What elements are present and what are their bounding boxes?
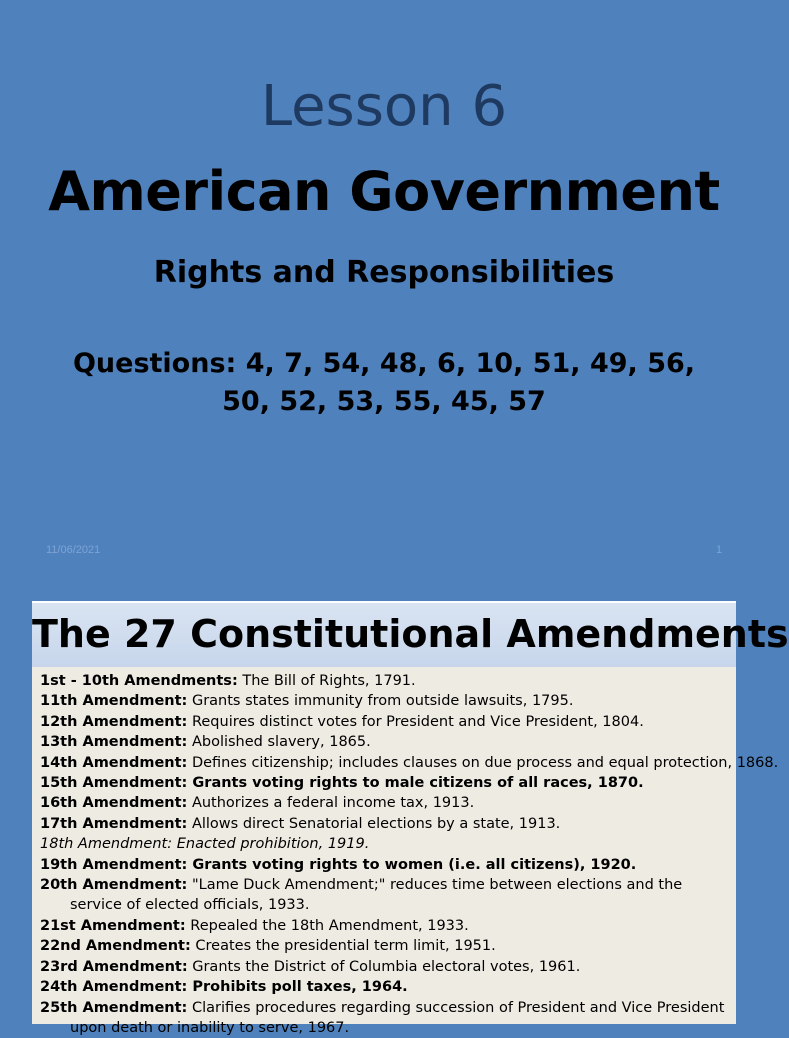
amendment-label: 22nd Amendment: bbox=[40, 938, 191, 954]
footer-date: 11/06/2021 bbox=[46, 544, 100, 556]
list-item bbox=[40, 712, 732, 732]
amendment-label: 18th Amendment bbox=[40, 836, 167, 852]
amendment-label: 25th Amendment: bbox=[40, 1000, 187, 1016]
amendment-description: Grants the District of Columbia electoral votes, 1961. bbox=[188, 959, 581, 975]
amendments-list bbox=[40, 671, 732, 1038]
amendment-description: Defines citizenship; includes clauses on due process and equal protection, 1868. bbox=[187, 755, 778, 771]
list-item bbox=[40, 957, 732, 977]
amendment-label: 24th Amendment: bbox=[40, 979, 187, 995]
footer-page-number: 1 bbox=[716, 544, 722, 556]
amendment-label: 19th Amendment: bbox=[40, 857, 187, 873]
amendment-description: Abolished slavery, 1865. bbox=[187, 734, 370, 750]
list-item bbox=[40, 773, 732, 793]
amendment-description: Grants voting rights to women (i.e. all citizens), 1920. bbox=[187, 857, 636, 873]
list-item bbox=[40, 691, 732, 711]
amendment-description: Grants voting rights to male citizens of all races, 1870. bbox=[187, 775, 643, 791]
list-item bbox=[40, 732, 732, 752]
list-item bbox=[40, 814, 732, 834]
list-item bbox=[40, 753, 732, 773]
list-item bbox=[40, 855, 732, 875]
amendment-label: 20th Amendment: bbox=[40, 877, 187, 893]
list-item bbox=[40, 671, 732, 691]
questions-list: Questions: 4, 7, 54, 48, 6, 10, 51, 49, 56, 50, 52, 53, 55, 45, 57 bbox=[60, 345, 708, 421]
lesson-heading: Lesson 6 bbox=[0, 74, 768, 139]
amendment-label: 1st - 10th Amendments: bbox=[40, 673, 238, 689]
amendment-description: The Bill of Rights, 1791. bbox=[238, 673, 416, 689]
list-item bbox=[40, 793, 732, 813]
amendment-label: 13th Amendment: bbox=[40, 734, 187, 750]
list-item bbox=[40, 977, 732, 997]
amendment-description: Authorizes a federal income tax, 1913. bbox=[187, 795, 474, 811]
amendment-label: 15th Amendment: bbox=[40, 775, 187, 791]
amendments-slide bbox=[32, 601, 736, 1024]
amendment-description: Repealed the 18th Amendment, 1933. bbox=[186, 918, 469, 934]
amendment-description: Grants states immunity from outside lawsuits, 1795. bbox=[187, 693, 573, 709]
amendment-label: 17th Amendment: bbox=[40, 816, 187, 832]
amendment-label: 11th Amendment: bbox=[40, 693, 187, 709]
list-item bbox=[40, 834, 732, 854]
amendment-label: 16th Amendment: bbox=[40, 795, 187, 811]
slide-subtitle: Rights and Responsibilities bbox=[0, 255, 768, 290]
list-item bbox=[40, 875, 732, 916]
amendment-description: Allows direct Senatorial elections by a state, 1913. bbox=[187, 816, 560, 832]
slide-header-bar bbox=[32, 601, 736, 667]
amendment-label: 12th Amendment: bbox=[40, 714, 187, 730]
amendment-description: Prohibits poll taxes, 1964. bbox=[187, 979, 407, 995]
amendment-description: : Enacted prohibition, 1919. bbox=[167, 836, 369, 852]
amendment-description: "Lame Duck Amendment;" reduces time between elections and the service of elected officials, 1933. bbox=[70, 877, 682, 913]
slide-title: American Government bbox=[0, 160, 768, 223]
list-item bbox=[40, 998, 732, 1038]
amendment-label: 21st Amendment: bbox=[40, 918, 186, 934]
list-item bbox=[40, 916, 732, 936]
amendment-label: 14th Amendment: bbox=[40, 755, 187, 771]
amendment-description: Requires distinct votes for President and Vice President, 1804. bbox=[187, 714, 643, 730]
amendment-description: Clarifies procedures regarding succession of President and Vice President upon death or inability to serve, 1967. bbox=[70, 1000, 724, 1036]
list-item bbox=[40, 936, 732, 956]
amendment-label: 23rd Amendment: bbox=[40, 959, 188, 975]
amendment-description: Creates the presidential term limit, 1951. bbox=[191, 938, 496, 954]
amendments-title: The 27 Constitutional Amendments bbox=[32, 612, 736, 656]
